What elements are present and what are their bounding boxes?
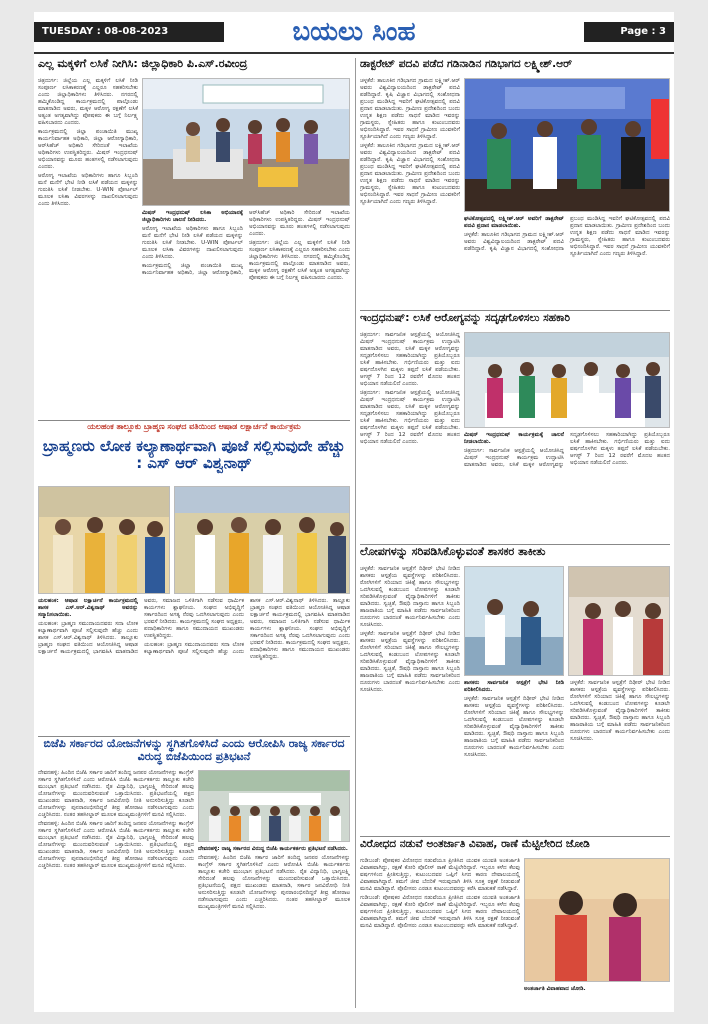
- headline: ವಿರೋಧದ ನಡುವೆ ಅಂತರ್ಜಾತಿ ವಿವಾಹ, ರಾಣೆ ಮೆಟ್ಟಿಲೇರಿದ ಜೋಡಿ: [360, 838, 590, 850]
- photo-couple: [524, 858, 670, 982]
- photo-illustration: [465, 333, 670, 428]
- body-paragraph: ಗುಡಿಬಂಡೆ: ಪೋಷಕರ ವಿರೋಧದ ನಡುವೆಯೂ ಪ್ರೀತಿಸಿದ ಯುವಕ ಯುವತಿ ಅಂತರ್ಜಾತಿ ವಿವಾಹವಾಗಿದ್ದು, ರಕ್ಷಣೆ ಕೋರಿ ಪೊಲೀಸ್ ಠಾಣೆ ಮೆಟ್ಟಿಲೇರಿದ್ದಾರೆ. ಇಬ್ಬರೂ ಕಳೆದ ಕೆಲವು ವರ್ಷಗಳಿಂದ ಪ್ರೀತಿಸುತ್ತಿದ್ದು, ಕುಟುಂಬದವರ ಒಪ್ಪಿಗೆ ಸಿಗದ ಕಾರಣ ದೇವಾಲಯದಲ್ಲಿ ವಿವಾಹವಾಗಿದ್ದಾರೆ. ತಮಗೆ ಜೀವ ಬೆದರಿಕೆ ಇರುವುದಾಗಿ ತಿಳಿಸಿ ಸೂಕ್ತ ರಕ್ಷಣೆ ನೀಡುವಂತೆ ಮನವಿ ಮಾಡಿದ್ದಾರೆ. ಪೊಲೀಸರು ಎರಡೂ ಕುಟುಂಬದವರನ್ನು ಕರೆಸಿ ಮಾತುಕತೆ ನಡೆಸಿದ್ದಾರೆ.: [360, 895, 520, 929]
- body-paragraph: ಚಳ್ಳಕೆರೆ: ತಾಲೂಕಿನ ಗಡಿಭಾಗದ ಗ್ರಾಮದ ಲಕ್ಷ್ಮೀಶ್.ಆರ್ ಅವರು ವಿಶ್ವವಿದ್ಯಾಲಯದಿಂದ ಡಾಕ್ಟರೇಟ್ ಪದವಿ ಪಡೆದಿದ್ದಾರೆ. ಕೃಷಿ ವಿಜ್ಞಾನ ವಿಭಾಗದಲ್ಲಿ ಸಂಶೋಧನಾ ಪ್ರಬಂಧ ಮಂಡಿಸಿದ್ದ ಇವರಿಗೆ ಘಟಿಕೋತ್ಸವದಲ್ಲಿ ಪದವಿ ಪ್ರದಾನ ಮಾಡಲಾಯಿತು. ಗ್ರಾಮೀಣ ಪ್ರದೇಶದಿಂದ ಬಂದು ಉನ್ನತ ಶಿಕ್ಷಣ ಪಡೆದು ಸಾಧನೆ ಮಾಡಿದ ಇವರನ್ನು ಗ್ರಾಮಸ್ಥರು, ಸ್ನೇಹಿತರು ಹಾಗೂ ಕುಟುಂಬದವರು ಅಭಿನಂದಿಸಿದ್ದಾರೆ. ಇವರ ಸಾಧನೆ ಗ್ರಾಮೀಣ ಯುವಕರಿಗೆ ಸ್ಫೂರ್ತಿಯಾಗಿದೆ ಎಂದು ಗಣ್ಯರು ತಿಳಿಸಿದ್ದಾರೆ.: [464, 216, 670, 257]
- photo-brahmin-felicitation: [174, 486, 350, 594]
- photo-illustration: [525, 859, 670, 982]
- article-indradhanush: [360, 312, 670, 542]
- body-paragraph: ಚಿತ್ರದುರ್ಗ: ಸಾರ್ವಜನಿಕ ಆಸ್ಪತ್ರೆಯಲ್ಲಿ ಆಯೋಜಿಸಿದ್ದ ಮಿಷನ್ ಇಂದ್ರಧನುಷ್ ಕಾರ್ಯಕ್ರಮ ಉದ್ಘಾಟಿಸಿ ಮಾತನಾಡಿದ ಅವರು, ಲಸಿಕೆ ಮಕ್ಕಳ ಆರೋಗ್ಯವನ್ನು ಸದೃಢಗೊಳಿಸಲು ಸಹಕಾರಿಯಾಗಿದ್ದು ಪ್ರತಿಯೊಬ್ಬರೂ ಲಸಿಕೆ ಹಾಕಿಸಬೇಕು. ಗರ್ಭಿಣಿಯರು ಮತ್ತು ಐದು ವರ್ಷದೊಳಗಿನ ಮಕ್ಕಳು ತಪ್ಪದೆ ಲಸಿಕೆ ಪಡೆಯಬೇಕು. ಆಗಸ್ಟ್ 7 ರಿಂದ 12 ರವರೆಗೆ ಮೊದಲ ಹಂತದ ಅಭಿಯಾನ ನಡೆಯಲಿದೆ ಎಂದರು.: [464, 432, 670, 468]
- body-paragraph: ಕಾರ್ಯಕ್ರಮದಲ್ಲಿ ಜಿಲ್ಲಾ ಪಂಚಾಯಿತಿ ಮುಖ್ಯ ಕಾರ್ಯನಿರ್ವಾಹಕ ಅಧಿಕಾರಿ, ಜಿಲ್ಲಾ ಆರೋಗ್ಯಾಧಿಕಾರಿ, ಆರ್‌ಸಿಹೆಚ್ ಅಧಿಕಾರಿ ಸೇರಿದಂತೆ ಇಲಾಖೆಯ ಅಧಿಕಾರಿಗಳು ಉಪಸ್ಥಿತರಿದ್ದರು. ಮಿಷನ್ ಇಂದ್ರಧನುಷ್ ಅಭಿಯಾನವನ್ನು ಮೂರು ಹಂತಗಳಲ್ಲಿ ನಡೆಸಲಾಗುವುದು ಎಂದರು.: [38, 129, 138, 170]
- article-body: [360, 332, 460, 538]
- body-paragraph: ಯಲಹಂಕ: ಬ್ರಾಹ್ಮಣ ಸಮುದಾಯದವರು ಸದಾ ಲೋಕ ಕಲ್ಯಾಣಾರ್ಥವಾಗಿ ಪೂಜೆ ಸಲ್ಲಿಸುವುದೇ ಹೆಚ್ಚು ಎಂದು ಶಾಸಕ ಎಸ್.ಆರ್.ವಿಶ್ವನಾಥ್ ತಿಳಿಸಿದರು. ತಾಲ್ಲೂಕು ಬ್ರಾಹ್ಮಣ ಸಂಘದ ವತಿಯಿಂದ ಆಯೋಜಿಸಿದ್ದ ಆಷಾಡ ಲಕ್ಷಾರ್ಚನೆ ಕಾರ್ಯಕ್ರಮದಲ್ಲಿ ಭಾಗವಹಿಸಿ ಮಾತನಾಡಿದ ಅವರು, ಸಮಾಜದ ಒಳಿತಿಗಾಗಿ ನಡೆಸುವ ಧಾರ್ಮಿಕ ಕಾರ್ಯಗಳು ಶ್ಲಾಘನೀಯ. ಸಂಘದ ಅಭಿವೃದ್ಧಿಗೆ ಸರ್ಕಾರದಿಂದ ಅಗತ್ಯ ನೆರವು ಒದಗಿಸಲಾಗುವುದು ಎಂದು ಭರವಸೆ ನೀಡಿದರು. ಕಾರ್ಯಕ್ರಮದಲ್ಲಿ ಸಂಘದ ಅಧ್ಯಕ್ಷರು, ಪದಾಧಿಕಾರಿಗಳು ಹಾಗೂ ಸಮುದಾಯದ ಮುಖಂಡರು ಉಪಸ್ಥಿತರಿದ್ದರು.: [144, 598, 350, 660]
- issue-date: TUESDAY : 08-08-2023: [34, 22, 224, 42]
- headline: ಬಿಜೆಪಿ ಸರ್ಕಾರದ ಯೋಜನೆಗಳನ್ನು ಸ್ಥಗಿತಗೊಳಿಸಿದೆ ಎಂದು ಆರೋಪಿಸಿ ರಾಜ್ಯ ಸರ್ಕಾರದ ವಿರುದ್ಧ ಬಿಜೆಪಿಯಿಂದ ಪ್ರತಿಭಟನೆ: [43, 738, 345, 763]
- article-body-cont: [142, 210, 350, 410]
- body-paragraph: ಚಳ್ಳಕೆರೆ: ಸಾರ್ವಜನಿಕ ಆಸ್ಪತ್ರೆಗೆ ದಿಢೀರ್ ಭೇಟಿ ನೀಡಿದ ಶಾಸಕರು ಆಸ್ಪತ್ರೆಯ ವ್ಯವಸ್ಥೆಗಳನ್ನು ಪರಿಶೀಲಿಸಿದರು. ರೋಗಿಗಳಿಗೆ ಸರಿಯಾದ ಚಿಕಿತ್ಸೆ ಹಾಗೂ ಸೌಲಭ್ಯಗಳನ್ನು ಒದಗಿಸುವಲ್ಲಿ ಕಂಡುಬಂದ ಲೋಪಗಳನ್ನು ಕೂಡಲೇ ಸರಿಪಡಿಸಿಕೊಳ್ಳುವಂತೆ ವೈದ್ಯಾಧಿಕಾರಿಗಳಿಗೆ ತಾಕೀತು ಮಾಡಿದರು. ಸ್ವಚ್ಛತೆ, ಔಷಧಿ ದಾಸ್ತಾನು ಹಾಗೂ ಸಿಬ್ಬಂದಿ ಹಾಜರಾತಿಯ ಬಗ್ಗೆ ಮಾಹಿತಿ ಪಡೆದು ಸಾರ್ವಜನಿಕರಿಂದ ದೂರುಗಳು ಬಾರದಂತೆ ಕಾರ್ಯನಿರ್ವಹಿಸಬೇಕು ಎಂದು ಸೂಚಿಸಿದರು.: [360, 631, 460, 693]
- photo-hospital-visit-1: [464, 566, 564, 676]
- page-number: Page : 3: [584, 22, 674, 42]
- separator: [360, 836, 670, 837]
- body-paragraph: ಆರೋಗ್ಯ ಇಲಾಖೆಯ ಅಧಿಕಾರಿಗಳು ಹಾಗೂ ಸಿಬ್ಬಂದಿ ಮನೆ ಮನೆಗೆ ಭೇಟಿ ನೀಡಿ ಲಸಿಕೆ ಪಡೆಯದ ಮಕ್ಕಳನ್ನು ಗುರುತಿಸಿ ಲಸಿಕೆ ನೀಡಬೇಕು. U-WIN ಪೋರ್ಟಲ್ ಮೂಲಕ ಲಸಿಕಾ ವಿವರಗಳನ್ನು ದಾಖಲಿಸಲಾಗುವುದು ಎಂದು ತಿಳಿಸಿದರು.: [38, 173, 138, 207]
- caption: ಅಂತರ್ಜಾತಿ ವಿವಾಹವಾದ ಜೋಡಿ.: [524, 986, 586, 992]
- article-intercaste-marriage: [360, 838, 670, 1008]
- photo-brahmin-event: [38, 486, 170, 594]
- separator: [360, 310, 670, 311]
- body-paragraph: ದೇವನಹಳ್ಳಿ: ಹಿಂದಿನ ಬಿಜೆಪಿ ಸರ್ಕಾರ ಜಾರಿಗೆ ತಂದಿದ್ದ ಜನಪರ ಯೋಜನೆಗಳನ್ನು ಕಾಂಗ್ರೆಸ್ ಸರ್ಕಾರ ಸ್ಥಗಿತಗೊಳಿಸಿದೆ ಎಂದು ಆರೋಪಿಸಿ ಬಿಜೆಪಿ ಕಾರ್ಯಕರ್ತರು ತಾಲ್ಲೂಕು ಕಚೇರಿ ಮುಂಭಾಗ ಪ್ರತಿಭಟನೆ ನಡೆಸಿದರು. ರೈತ ವಿದ್ಯಾನಿಧಿ, ಭಾಗ್ಯಲಕ್ಷ್ಮಿ ಸೇರಿದಂತೆ ಹಲವು ಯೋಜನೆಗಳನ್ನು ಮುಂದುವರಿಸುವಂತೆ ಒತ್ತಾಯಿಸಿದರು. ಪ್ರತಿಭಟನೆಯಲ್ಲಿ ಪಕ್ಷದ ಮುಖಂಡರು ಮಾತನಾಡಿ, ಸರ್ಕಾರ ಜನವಿರೋಧಿ ನೀತಿ ಅನುಸರಿಸುತ್ತಿದ್ದು ಕೂಡಲೇ ಯೋಜನೆಗಳನ್ನು ಪುನರಾರಂಭಿಸದಿದ್ದರೆ ತೀವ್ರ ಹೋರಾಟ ನಡೆಸಲಾಗುವುದು ಎಂದು ಎಚ್ಚರಿಸಿದರು. ನಂತರ ತಹಸೀಲ್ದಾರ್ ಮೂಲಕ ಮುಖ್ಯಮಂತ್ರಿಗಳಿಗೆ ಮನವಿ ಸಲ್ಲಿಸಿದರು.: [198, 855, 350, 910]
- article-body-cont: [464, 216, 670, 304]
- photo-hospital-visit-2: [568, 566, 670, 676]
- headline: ಡಾಕ್ಟರೇಟ್ ಪದವಿ ಪಡೆದ ಗಡಿನಾಡಿನ ಗಡಿಭಾಗದ ಲಕ್ಷ್ಮೀಶ್.ಆರ್: [360, 58, 573, 70]
- masthead-rule: [34, 52, 674, 54]
- separator: [38, 420, 350, 421]
- body-paragraph: ಚಳ್ಳಕೆರೆ: ಸಾರ್ವಜನಿಕ ಆಸ್ಪತ್ರೆಗೆ ದಿಢೀರ್ ಭೇಟಿ ನೀಡಿದ ಶಾಸಕರು ಆಸ್ಪತ್ರೆಯ ವ್ಯವಸ್ಥೆಗಳನ್ನು ಪರಿಶೀಲಿಸಿದರು. ರೋಗಿಗಳಿಗೆ ಸರಿಯಾದ ಚಿಕಿತ್ಸೆ ಹಾಗೂ ಸೌಲಭ್ಯಗಳನ್ನು ಒದಗಿಸುವಲ್ಲಿ ಕಂಡುಬಂದ ಲೋಪಗಳನ್ನು ಕೂಡಲೇ ಸರಿಪಡಿಸಿಕೊಳ್ಳುವಂತೆ ವೈದ್ಯಾಧಿಕಾರಿಗಳಿಗೆ ತಾಕೀತು ಮಾಡಿದರು. ಸ್ವಚ್ಛತೆ, ಔಷಧಿ ದಾಸ್ತಾನು ಹಾಗೂ ಸಿಬ್ಬಂದಿ ಹಾಜರಾತಿಯ ಬಗ್ಗೆ ಮಾಹಿತಿ ಪಡೆದು ಸಾರ್ವಜನಿಕರಿಂದ ದೂರುಗಳು ಬಾರದಂತೆ ಕಾರ್ಯನಿರ್ವಹಿಸಬೇಕು ಎಂದು ಸೂಚಿಸಿದರು.: [360, 566, 460, 628]
- body-paragraph: ಚಳ್ಳಕೆರೆ: ತಾಲೂಕಿನ ಗಡಿಭಾಗದ ಗ್ರಾಮದ ಲಕ್ಷ್ಮೀಶ್.ಆರ್ ಅವರು ವಿಶ್ವವಿದ್ಯಾಲಯದಿಂದ ಡಾಕ್ಟರೇಟ್ ಪದವಿ ಪಡೆದಿದ್ದಾರೆ. ಕೃಷಿ ವಿಜ್ಞಾನ ವಿಭಾಗದಲ್ಲಿ ಸಂಶೋಧನಾ ಪ್ರಬಂಧ ಮಂಡಿಸಿದ್ದ ಇವರಿಗೆ ಘಟಿಕೋತ್ಸವದಲ್ಲಿ ಪದವಿ ಪ್ರದಾನ ಮಾಡಲಾಯಿತು. ಗ್ರಾಮೀಣ ಪ್ರದೇಶದಿಂದ ಬಂದು ಉನ್ನತ ಶಿಕ್ಷಣ ಪಡೆದು ಸಾಧನೆ ಮಾಡಿದ ಇವರನ್ನು ಗ್ರಾಮಸ್ಥರು, ಸ್ನೇಹಿತರು ಹಾಗೂ ಕುಟುಂಬದವರು ಅಭಿನಂದಿಸಿದ್ದಾರೆ. ಇವರ ಸಾಧನೆ ಗ್ರಾಮೀಣ ಯುವಕರಿಗೆ ಸ್ಫೂರ್ತಿಯಾಗಿದೆ ಎಂದು ಗಣ್ಯರು ತಿಳಿಸಿದ್ದಾರೆ.: [360, 143, 460, 205]
- caption: ಮಿಷನ್ ಇಂದ್ರಧನುಷ್ ಕಾರ್ಯಕ್ರಮಕ್ಕೆ ಚಾಲನೆ ನೀಡಲಾಯಿತು.: [464, 432, 564, 445]
- article-body-cont: [464, 432, 670, 538]
- body-paragraph: ಚಳ್ಳಕೆರೆ: ತಾಲೂಕಿನ ಗಡಿಭಾಗದ ಗ್ರಾಮದ ಲಕ್ಷ್ಮೀಶ್.ಆರ್ ಅವರು ವಿಶ್ವವಿದ್ಯಾಲಯದಿಂದ ಡಾಕ್ಟರೇಟ್ ಪದವಿ ಪಡೆದಿದ್ದಾರೆ. ಕೃಷಿ ವಿಜ್ಞಾನ ವಿಭಾಗದಲ್ಲಿ ಸಂಶೋಧನಾ ಪ್ರಬಂಧ ಮಂಡಿಸಿದ್ದ ಇವರಿಗೆ ಘಟಿಕೋತ್ಸವದಲ್ಲಿ ಪದವಿ ಪ್ರದಾನ ಮಾಡಲಾಯಿತು. ಗ್ರಾಮೀಣ ಪ್ರದೇಶದಿಂದ ಬಂದು ಉನ್ನತ ಶಿಕ್ಷಣ ಪಡೆದು ಸಾಧನೆ ಮಾಡಿದ ಇವರನ್ನು ಗ್ರಾಮಸ್ಥರು, ಸ್ನೇಹಿತರು ಹಾಗೂ ಕುಟುಂಬದವರು ಅಭಿನಂದಿಸಿದ್ದಾರೆ. ಇವರ ಸಾಧನೆ ಗ್ರಾಮೀಣ ಯುವಕರಿಗೆ ಸ್ಫೂರ್ತಿಯಾಗಿದೆ ಎಂದು ಗಣ್ಯರು ತಿಳಿಸಿದ್ದಾರೆ.: [360, 78, 460, 140]
- body-paragraph: ಚಿತ್ರದುರ್ಗ: ಸಾರ್ವಜನಿಕ ಆಸ್ಪತ್ರೆಯಲ್ಲಿ ಆಯೋಜಿಸಿದ್ದ ಮಿಷನ್ ಇಂದ್ರಧನುಷ್ ಕಾರ್ಯಕ್ರಮ ಉದ್ಘಾಟಿಸಿ ಮಾತನಾಡಿದ ಅವರು, ಲಸಿಕೆ ಮಕ್ಕಳ ಆರೋಗ್ಯವನ್ನು ಸದೃಢಗೊಳಿಸಲು ಸಹಕಾರಿಯಾಗಿದ್ದು ಪ್ರತಿಯೊಬ್ಬರೂ ಲಸಿಕೆ ಹಾಕಿಸಬೇಕು. ಗರ್ಭಿಣಿಯರು ಮತ್ತು ಐದು ವರ್ಷದೊಳಗಿನ ಮಕ್ಕಳು ತಪ್ಪದೆ ಲಸಿಕೆ ಪಡೆಯಬೇಕು. ಆಗಸ್ಟ್ 7 ರಿಂದ 12 ರವರೆಗೆ ಮೊದಲ ಹಂತದ ಅಭಿಯಾನ ನಡೆಯಲಿದೆ ಎಂದರು.: [360, 390, 460, 445]
- headline: ಇಂದ್ರಧನುಷ್: ಲಸಿಕೆ ಆರೋಗ್ಯವನ್ನು ಸದೃಢಗೊಳಿಸಲು ಸಹಕಾರಿ: [360, 312, 571, 324]
- body-paragraph: ಗುಡಿಬಂಡೆ: ಪೋಷಕರ ವಿರೋಧದ ನಡುವೆಯೂ ಪ್ರೀತಿಸಿದ ಯುವಕ ಯುವತಿ ಅಂತರ್ಜಾತಿ ವಿವಾಹವಾಗಿದ್ದು, ರಕ್ಷಣೆ ಕೋರಿ ಪೊಲೀಸ್ ಠಾಣೆ ಮೆಟ್ಟಿಲೇರಿದ್ದಾರೆ. ಇಬ್ಬರೂ ಕಳೆದ ಕೆಲವು ವರ್ಷಗಳಿಂದ ಪ್ರೀತಿಸುತ್ತಿದ್ದು, ಕುಟುಂಬದವರ ಒಪ್ಪಿಗೆ ಸಿಗದ ಕಾರಣ ದೇವಾಲಯದಲ್ಲಿ ವಿವಾಹವಾಗಿದ್ದಾರೆ. ತಮಗೆ ಜೀವ ಬೆದರಿಕೆ ಇರುವುದಾಗಿ ತಿಳಿಸಿ ಸೂಕ್ತ ರಕ್ಷಣೆ ನೀಡುವಂತೆ ಮನವಿ ಮಾಡಿದ್ದಾರೆ. ಪೊಲೀಸರು ಎರಡೂ ಕುಟುಂಬದವರನ್ನು ಕರೆಸಿ ಮಾತುಕತೆ ನಡೆಸಿದ್ದಾರೆ.: [360, 858, 520, 892]
- body-paragraph: ಚಿತ್ರದುರ್ಗ: ಜಿಲ್ಲೆಯ ಎಲ್ಲ ಮಕ್ಕಳಿಗೆ ಲಸಿಕೆ ನೀಡಿ ಸಂಪೂರ್ಣ ಲಸಿಕಾಕರಣಕ್ಕೆ ಎಲ್ಲರೂ ಸಹಕರಿಸಬೇಕು ಎಂದು ಜಿಲ್ಲಾಧಿಕಾರಿಗಳು ತಿಳಿಸಿದರು. ನಗರದಲ್ಲಿ ಹಮ್ಮಿಕೊಂಡಿದ್ದ ಕಾರ್ಯಕ್ರಮದಲ್ಲಿ ಪಾಲ್ಗೊಂಡು ಮಾತನಾಡಿದ ಅವರು, ಮಕ್ಕಳ ಆರೋಗ್ಯ ರಕ್ಷಣೆಗೆ ಲಸಿಕೆ ಅತ್ಯಂತ ಅಗತ್ಯವಾಗಿದ್ದು ಪೋಷಕರು ಈ ಬಗ್ಗೆ ನಿರ್ಲಕ್ಷ್ಯ ವಹಿಸಬಾರದು ಎಂದರು.: [38, 78, 138, 126]
- body-paragraph: ಕಾರ್ಯಕ್ರಮದಲ್ಲಿ ಜಿಲ್ಲಾ ಪಂಚಾಯಿತಿ ಮುಖ್ಯ ಕಾರ್ಯನಿರ್ವಾಹಕ ಅಧಿಕಾರಿ, ಜಿಲ್ಲಾ ಆರೋಗ್ಯಾಧಿಕಾರಿ, ಆರ್‌ಸಿಹೆಚ್ ಅಧಿಕಾರಿ ಸೇರಿದಂತೆ ಇಲಾಖೆಯ ಅಧಿಕಾರಿಗಳು ಉಪಸ್ಥಿತರಿದ್ದರು. ಮಿಷನ್ ಇಂದ್ರಧನುಷ್ ಅಭಿಯಾನವನ್ನು ಮೂರು ಹಂತಗಳಲ್ಲಿ ನಡೆಸಲಾಗುವುದು ಎಂದರು.: [142, 210, 350, 276]
- caption: ಘಟಿಕೋತ್ಸವದಲ್ಲಿ ಲಕ್ಷ್ಮೀಶ್.ಆರ್ ಅವರಿಗೆ ಡಾಕ್ಟರೇಟ್ ಪದವಿ ಪ್ರದಾನ ಮಾಡಲಾಯಿತು.: [464, 216, 564, 229]
- photo-convocation: [464, 78, 670, 212]
- photo-indradhanush: [464, 332, 670, 428]
- headline: ಬ್ರಾಹ್ಮಣರು ಲೋಕ ಕಲ್ಯಾಣಾರ್ಥವಾಗಿ ಪೂಜೆ ಸಲ್ಲಿಸುವುದೇ ಹೆಚ್ಚು : ಎಸ್ ಆರ್ ವಿಶ್ವನಾಥ್: [42, 438, 346, 473]
- body-paragraph: ಚಳ್ಳಕೆರೆ: ಸಾರ್ವಜನಿಕ ಆಸ್ಪತ್ರೆಗೆ ದಿಢೀರ್ ಭೇಟಿ ನೀಡಿದ ಶಾಸಕರು ಆಸ್ಪತ್ರೆಯ ವ್ಯವಸ್ಥೆಗಳನ್ನು ಪರಿಶೀಲಿಸಿದರು. ರೋಗಿಗಳಿಗೆ ಸರಿಯಾದ ಚಿಕಿತ್ಸೆ ಹಾಗೂ ಸೌಲಭ್ಯಗಳನ್ನು ಒದಗಿಸುವಲ್ಲಿ ಕಂಡುಬಂದ ಲೋಪಗಳನ್ನು ಕೂಡಲೇ ಸರಿಪಡಿಸಿಕೊಳ್ಳುವಂತೆ ವೈದ್ಯಾಧಿಕಾರಿಗಳಿಗೆ ತಾಕೀತು ಮಾಡಿದರು. ಸ್ವಚ್ಛತೆ, ಔಷಧಿ ದಾಸ್ತಾನು ಹಾಗೂ ಸಿಬ್ಬಂದಿ ಹಾಜರಾತಿಯ ಬಗ್ಗೆ ಮಾಹಿತಿ ಪಡೆದು ಸಾರ್ವಜನಿಕರಿಂದ ದೂರುಗಳು ಬಾರದಂತೆ ಕಾರ್ಯನಿರ್ವಹಿಸಬೇಕು ಎಂದು ಸೂಚಿಸಿದರು.: [570, 680, 670, 742]
- headline: ಲೋಪಗಳನ್ನು ಸರಿಪಡಿಸಿಕೊಳ್ಳುವಂತೆ ಶಾಸಕರ ತಾಕೀತು: [360, 546, 546, 558]
- caption: ದೇವನಹಳ್ಳಿ: ರಾಜ್ಯ ಸರ್ಕಾರದ ವಿರುದ್ಧ ಬಿಜೆಪಿ ಕಾರ್ಯಕರ್ತರು ಪ್ರತಿಭಟನೆ ನಡೆಸಿದರು.: [198, 846, 348, 852]
- caption: ಶಾಸಕರು ಸಾರ್ವಜನಿಕ ಆಸ್ಪತ್ರೆಗೆ ಭೇಟಿ ನೀಡಿ ಪರಿಶೀಲಿಸಿದರು.: [464, 680, 564, 693]
- body-paragraph: ದೇವನಹಳ್ಳಿ: ಹಿಂದಿನ ಬಿಜೆಪಿ ಸರ್ಕಾರ ಜಾರಿಗೆ ತಂದಿದ್ದ ಜನಪರ ಯೋಜನೆಗಳನ್ನು ಕಾಂಗ್ರೆಸ್ ಸರ್ಕಾರ ಸ್ಥಗಿತಗೊಳಿಸಿದೆ ಎಂದು ಆರೋಪಿಸಿ ಬಿಜೆಪಿ ಕಾರ್ಯಕರ್ತರು ತಾಲ್ಲೂಕು ಕಚೇರಿ ಮುಂಭಾಗ ಪ್ರತಿಭಟನೆ ನಡೆಸಿದರು. ರೈತ ವಿದ್ಯಾನಿಧಿ, ಭಾಗ್ಯಲಕ್ಷ್ಮಿ ಸೇರಿದಂತೆ ಹಲವು ಯೋಜನೆಗಳನ್ನು ಮುಂದುವರಿಸುವಂತೆ ಒತ್ತಾಯಿಸಿದರು. ಪ್ರತಿಭಟನೆಯಲ್ಲಿ ಪಕ್ಷದ ಮುಖಂಡರು ಮಾತನಾಡಿ, ಸರ್ಕಾರ ಜನವಿರೋಧಿ ನೀತಿ ಅನುಸರಿಸುತ್ತಿದ್ದು ಕೂಡಲೇ ಯೋಜನೆಗಳನ್ನು ಪುನರಾರಂಭಿಸದಿದ್ದರೆ ತೀವ್ರ ಹೋರಾಟ ನಡೆಸಲಾಗುವುದು ಎಂದು ಎಚ್ಚರಿಸಿದರು. ನಂತರ ತಹಸೀಲ್ದಾರ್ ಮೂಲಕ ಮುಖ್ಯಮಂತ್ರಿಗಳಿಗೆ ಮನವಿ ಸಲ್ಲಿಸಿದರು.: [38, 770, 194, 818]
- article-mla-inspection: [360, 546, 670, 834]
- article-brahmin-sangha: [38, 422, 350, 732]
- article-vaccination-dc: [38, 58, 350, 418]
- separator: [360, 544, 670, 545]
- article-bjp-protest: [38, 738, 350, 1008]
- body-paragraph: ಚಿತ್ರದುರ್ಗ: ಸಾರ್ವಜನಿಕ ಆಸ್ಪತ್ರೆಯಲ್ಲಿ ಆಯೋಜಿಸಿದ್ದ ಮಿಷನ್ ಇಂದ್ರಧನುಷ್ ಕಾರ್ಯಕ್ರಮ ಉದ್ಘಾಟಿಸಿ ಮಾತನಾಡಿದ ಅವರು, ಲಸಿಕೆ ಮಕ್ಕಳ ಆರೋಗ್ಯವನ್ನು ಸದೃಢಗೊಳಿಸಲು ಸಹಕಾರಿಯಾಗಿದ್ದು ಪ್ರತಿಯೊಬ್ಬರೂ ಲಸಿಕೆ ಹಾಕಿಸಬೇಕು. ಗರ್ಭಿಣಿಯರು ಮತ್ತು ಐದು ವರ್ಷದೊಳಗಿನ ಮಕ್ಕಳು ತಪ್ಪದೆ ಲಸಿಕೆ ಪಡೆಯಬೇಕು. ಆಗಸ್ಟ್ 7 ರಿಂದ 12 ರವರೆಗೆ ಮೊದಲ ಹಂತದ ಅಭಿಯಾನ ನಡೆಯಲಿದೆ ಎಂದರು.: [360, 332, 460, 387]
- newspaper-title: ಬಯಲು ಸಿಂಹ: [292, 17, 416, 47]
- article-body: [360, 78, 460, 304]
- separator: [38, 736, 350, 737]
- photo-illustration: [465, 567, 564, 676]
- masthead: [34, 12, 674, 56]
- body-paragraph: ಚಿತ್ರದುರ್ಗ: ಜಿಲ್ಲೆಯ ಎಲ್ಲ ಮಕ್ಕಳಿಗೆ ಲಸಿಕೆ ನೀಡಿ ಸಂಪೂರ್ಣ ಲಸಿಕಾಕರಣಕ್ಕೆ ಎಲ್ಲರೂ ಸಹಕರಿಸಬೇಕು ಎಂದು ಜಿಲ್ಲಾಧಿಕಾರಿಗಳು ತಿಳಿಸಿದರು. ನಗರದಲ್ಲಿ ಹಮ್ಮಿಕೊಂಡಿದ್ದ ಕಾರ್ಯಕ್ರಮದಲ್ಲಿ ಪಾಲ್ಗೊಂಡು ಮಾತನಾಡಿದ ಅವರು, ಮಕ್ಕಳ ಆರೋಗ್ಯ ರಕ್ಷಣೆಗೆ ಲಸಿಕೆ ಅತ್ಯಂತ ಅಗತ್ಯವಾಗಿದ್ದು ಪೋಷಕರು ಈ ಬಗ್ಗೆ ನಿರ್ಲಕ್ಷ್ಯ ವಹಿಸಬಾರದು ಎಂದರು.: [249, 240, 350, 281]
- caption: ಮಿಷನ್ ಇಂದ್ರಧನುಷ್ ಲಸಿಕಾ ಅಭಿಯಾನಕ್ಕೆ ಜಿಲ್ಲಾಧಿಕಾರಿಗಳು ಚಾಲನೆ ನೀಡಿದರು.: [142, 210, 243, 223]
- article-body-cont: [464, 680, 670, 830]
- photo-illustration: [569, 567, 670, 676]
- article-body: [38, 770, 194, 1006]
- article-doctorate: [360, 58, 670, 308]
- newspaper-page: [34, 12, 674, 1012]
- photo-illustration: [39, 487, 170, 594]
- column-divider: [355, 58, 356, 1008]
- photo-illustration: [199, 771, 350, 842]
- photo-illustration: [465, 79, 670, 212]
- kicker: ಯಲಹಂಕ ತಾಲ್ಲೂಕು ಬ್ರಾಹ್ಮಣ ಸಂಘದ ವತಿಯಿಂದ ಆಷಾಡ ಲಕ್ಷಾರ್ಚನೆ ಕಾರ್ಯಕ್ರಮ: [87, 422, 301, 431]
- article-body: [360, 858, 520, 1004]
- photo-illustration: [143, 79, 350, 206]
- body-paragraph: ಆರೋಗ್ಯ ಇಲಾಖೆಯ ಅಧಿಕಾರಿಗಳು ಹಾಗೂ ಸಿಬ್ಬಂದಿ ಮನೆ ಮನೆಗೆ ಭೇಟಿ ನೀಡಿ ಲಸಿಕೆ ಪಡೆಯದ ಮಕ್ಕಳನ್ನು ಗುರುತಿಸಿ ಲಸಿಕೆ ನೀಡಬೇಕು. U-WIN ಪೋರ್ಟಲ್ ಮೂಲಕ ಲಸಿಕಾ ವಿವರಗಳನ್ನು ದಾಖಲಿಸಲಾಗುವುದು ಎಂದು ತಿಳಿಸಿದರು.: [142, 226, 243, 260]
- caption: ಯಲಹಂಕ: ಆಷಾಡ ಲಕ್ಷಾರ್ಚನೆ ಕಾರ್ಯಕ್ರಮದಲ್ಲಿ ಶಾಸಕ ಎಸ್.ಆರ್.ವಿಶ್ವನಾಥ್ ಅವರನ್ನು ಸನ್ಮಾನಿಸಲಾಯಿತು.: [38, 598, 138, 618]
- body-paragraph: ಯಲಹಂಕ: ಬ್ರಾಹ್ಮಣ ಸಮುದಾಯದವರು ಸದಾ ಲೋಕ ಕಲ್ಯಾಣಾರ್ಥವಾಗಿ ಪೂಜೆ ಸಲ್ಲಿಸುವುದೇ ಹೆಚ್ಚು ಎಂದು ಶಾಸಕ ಎಸ್.ಆರ್.ವಿಶ್ವನಾಥ್ ತಿಳಿಸಿದರು. ತಾಲ್ಲೂಕು ಬ್ರಾಹ್ಮಣ ಸಂಘದ ವತಿಯಿಂದ ಆಯೋಜಿಸಿದ್ದ ಆಷಾಡ ಲಕ್ಷಾರ್ಚನೆ ಕಾರ್ಯಕ್ರಮದಲ್ಲಿ ಭಾಗವಹಿಸಿ ಮಾತನಾಡಿದ ಅವರು, ಸಮಾಜದ ಒಳಿತಿಗಾಗಿ ನಡೆಸುವ ಧಾರ್ಮಿಕ ಕಾರ್ಯಗಳು ಶ್ಲಾಘನೀಯ. ಸಂಘದ ಅಭಿವೃದ್ಧಿಗೆ ಸರ್ಕಾರದಿಂದ ಅಗತ್ಯ ನೆರವು ಒದಗಿಸಲಾಗುವುದು ಎಂದು ಭರವಸೆ ನೀಡಿದರು. ಕಾರ್ಯಕ್ರಮದಲ್ಲಿ ಸಂಘದ ಅಧ್ಯಕ್ಷರು, ಪದಾಧಿಕಾರಿಗಳು ಹಾಗೂ ಸಮುದಾಯದ ಮುಖಂಡರು ಉಪಸ್ಥಿತರಿದ್ದರು.: [38, 598, 244, 655]
- article-body: [38, 78, 138, 413]
- body-paragraph: ದೇವನಹಳ್ಳಿ: ಹಿಂದಿನ ಬಿಜೆಪಿ ಸರ್ಕಾರ ಜಾರಿಗೆ ತಂದಿದ್ದ ಜನಪರ ಯೋಜನೆಗಳನ್ನು ಕಾಂಗ್ರೆಸ್ ಸರ್ಕಾರ ಸ್ಥಗಿತಗೊಳಿಸಿದೆ ಎಂದು ಆರೋಪಿಸಿ ಬಿಜೆಪಿ ಕಾರ್ಯಕರ್ತರು ತಾಲ್ಲೂಕು ಕಚೇರಿ ಮುಂಭಾಗ ಪ್ರತಿಭಟನೆ ನಡೆಸಿದರು. ರೈತ ವಿದ್ಯಾನಿಧಿ, ಭಾಗ್ಯಲಕ್ಷ್ಮಿ ಸೇರಿದಂತೆ ಹಲವು ಯೋಜನೆಗಳನ್ನು ಮುಂದುವರಿಸುವಂತೆ ಒತ್ತಾಯಿಸಿದರು. ಪ್ರತಿಭಟನೆಯಲ್ಲಿ ಪಕ್ಷದ ಮುಖಂಡರು ಮಾತನಾಡಿ, ಸರ್ಕಾರ ಜನವಿರೋಧಿ ನೀತಿ ಅನುಸರಿಸುತ್ತಿದ್ದು ಕೂಡಲೇ ಯೋಜನೆಗಳನ್ನು ಪುನರಾರಂಭಿಸದಿದ್ದರೆ ತೀವ್ರ ಹೋರಾಟ ನಡೆಸಲಾಗುವುದು ಎಂದು ಎಚ್ಚರಿಸಿದರು. ನಂತರ ತಹಸೀಲ್ದಾರ್ ಮೂಲಕ ಮುಖ್ಯಮಂತ್ರಿಗಳಿಗೆ ಮನವಿ ಸಲ್ಲಿಸಿದರು.: [38, 821, 194, 869]
- article-body: [38, 598, 350, 728]
- article-body-cont: [198, 846, 350, 1006]
- article-body: [360, 566, 460, 830]
- headline: ಎಲ್ಲ ಮಕ್ಕಳಿಗೆ ಲಸಿಕೆ ನೀಗಿಸಿ: ಜಿಲ್ಲಾಧಿಕಾರಿ ಪಿ.ಎಸ್.ರವೀಂದ್ರ: [38, 58, 248, 70]
- body-paragraph: ಚಳ್ಳಕೆರೆ: ಸಾರ್ವಜನಿಕ ಆಸ್ಪತ್ರೆಗೆ ದಿಢೀರ್ ಭೇಟಿ ನೀಡಿದ ಶಾಸಕರು ಆಸ್ಪತ್ರೆಯ ವ್ಯವಸ್ಥೆಗಳನ್ನು ಪರಿಶೀಲಿಸಿದರು. ರೋಗಿಗಳಿಗೆ ಸರಿಯಾದ ಚಿಕಿತ್ಸೆ ಹಾಗೂ ಸೌಲಭ್ಯಗಳನ್ನು ಒದಗಿಸುವಲ್ಲಿ ಕಂಡುಬಂದ ಲೋಪಗಳನ್ನು ಕೂಡಲೇ ಸರಿಪಡಿಸಿಕೊಳ್ಳುವಂತೆ ವೈದ್ಯಾಧಿಕಾರಿಗಳಿಗೆ ತಾಕೀತು ಮಾಡಿದರು. ಸ್ವಚ್ಛತೆ, ಔಷಧಿ ದಾಸ್ತಾನು ಹಾಗೂ ಸಿಬ್ಬಂದಿ ಹಾಜರಾತಿಯ ಬಗ್ಗೆ ಮಾಹಿತಿ ಪಡೆದು ಸಾರ್ವಜನಿಕರಿಂದ ದೂರುಗಳು ಬಾರದಂತೆ ಕಾರ್ಯನಿರ್ವಹಿಸಬೇಕು ಎಂದು ಸೂಚಿಸಿದರು.: [464, 696, 564, 758]
- photo-vaccination-launch: [142, 78, 350, 206]
- photo-illustration: [175, 487, 350, 594]
- photo-bjp-protest: [198, 770, 350, 842]
